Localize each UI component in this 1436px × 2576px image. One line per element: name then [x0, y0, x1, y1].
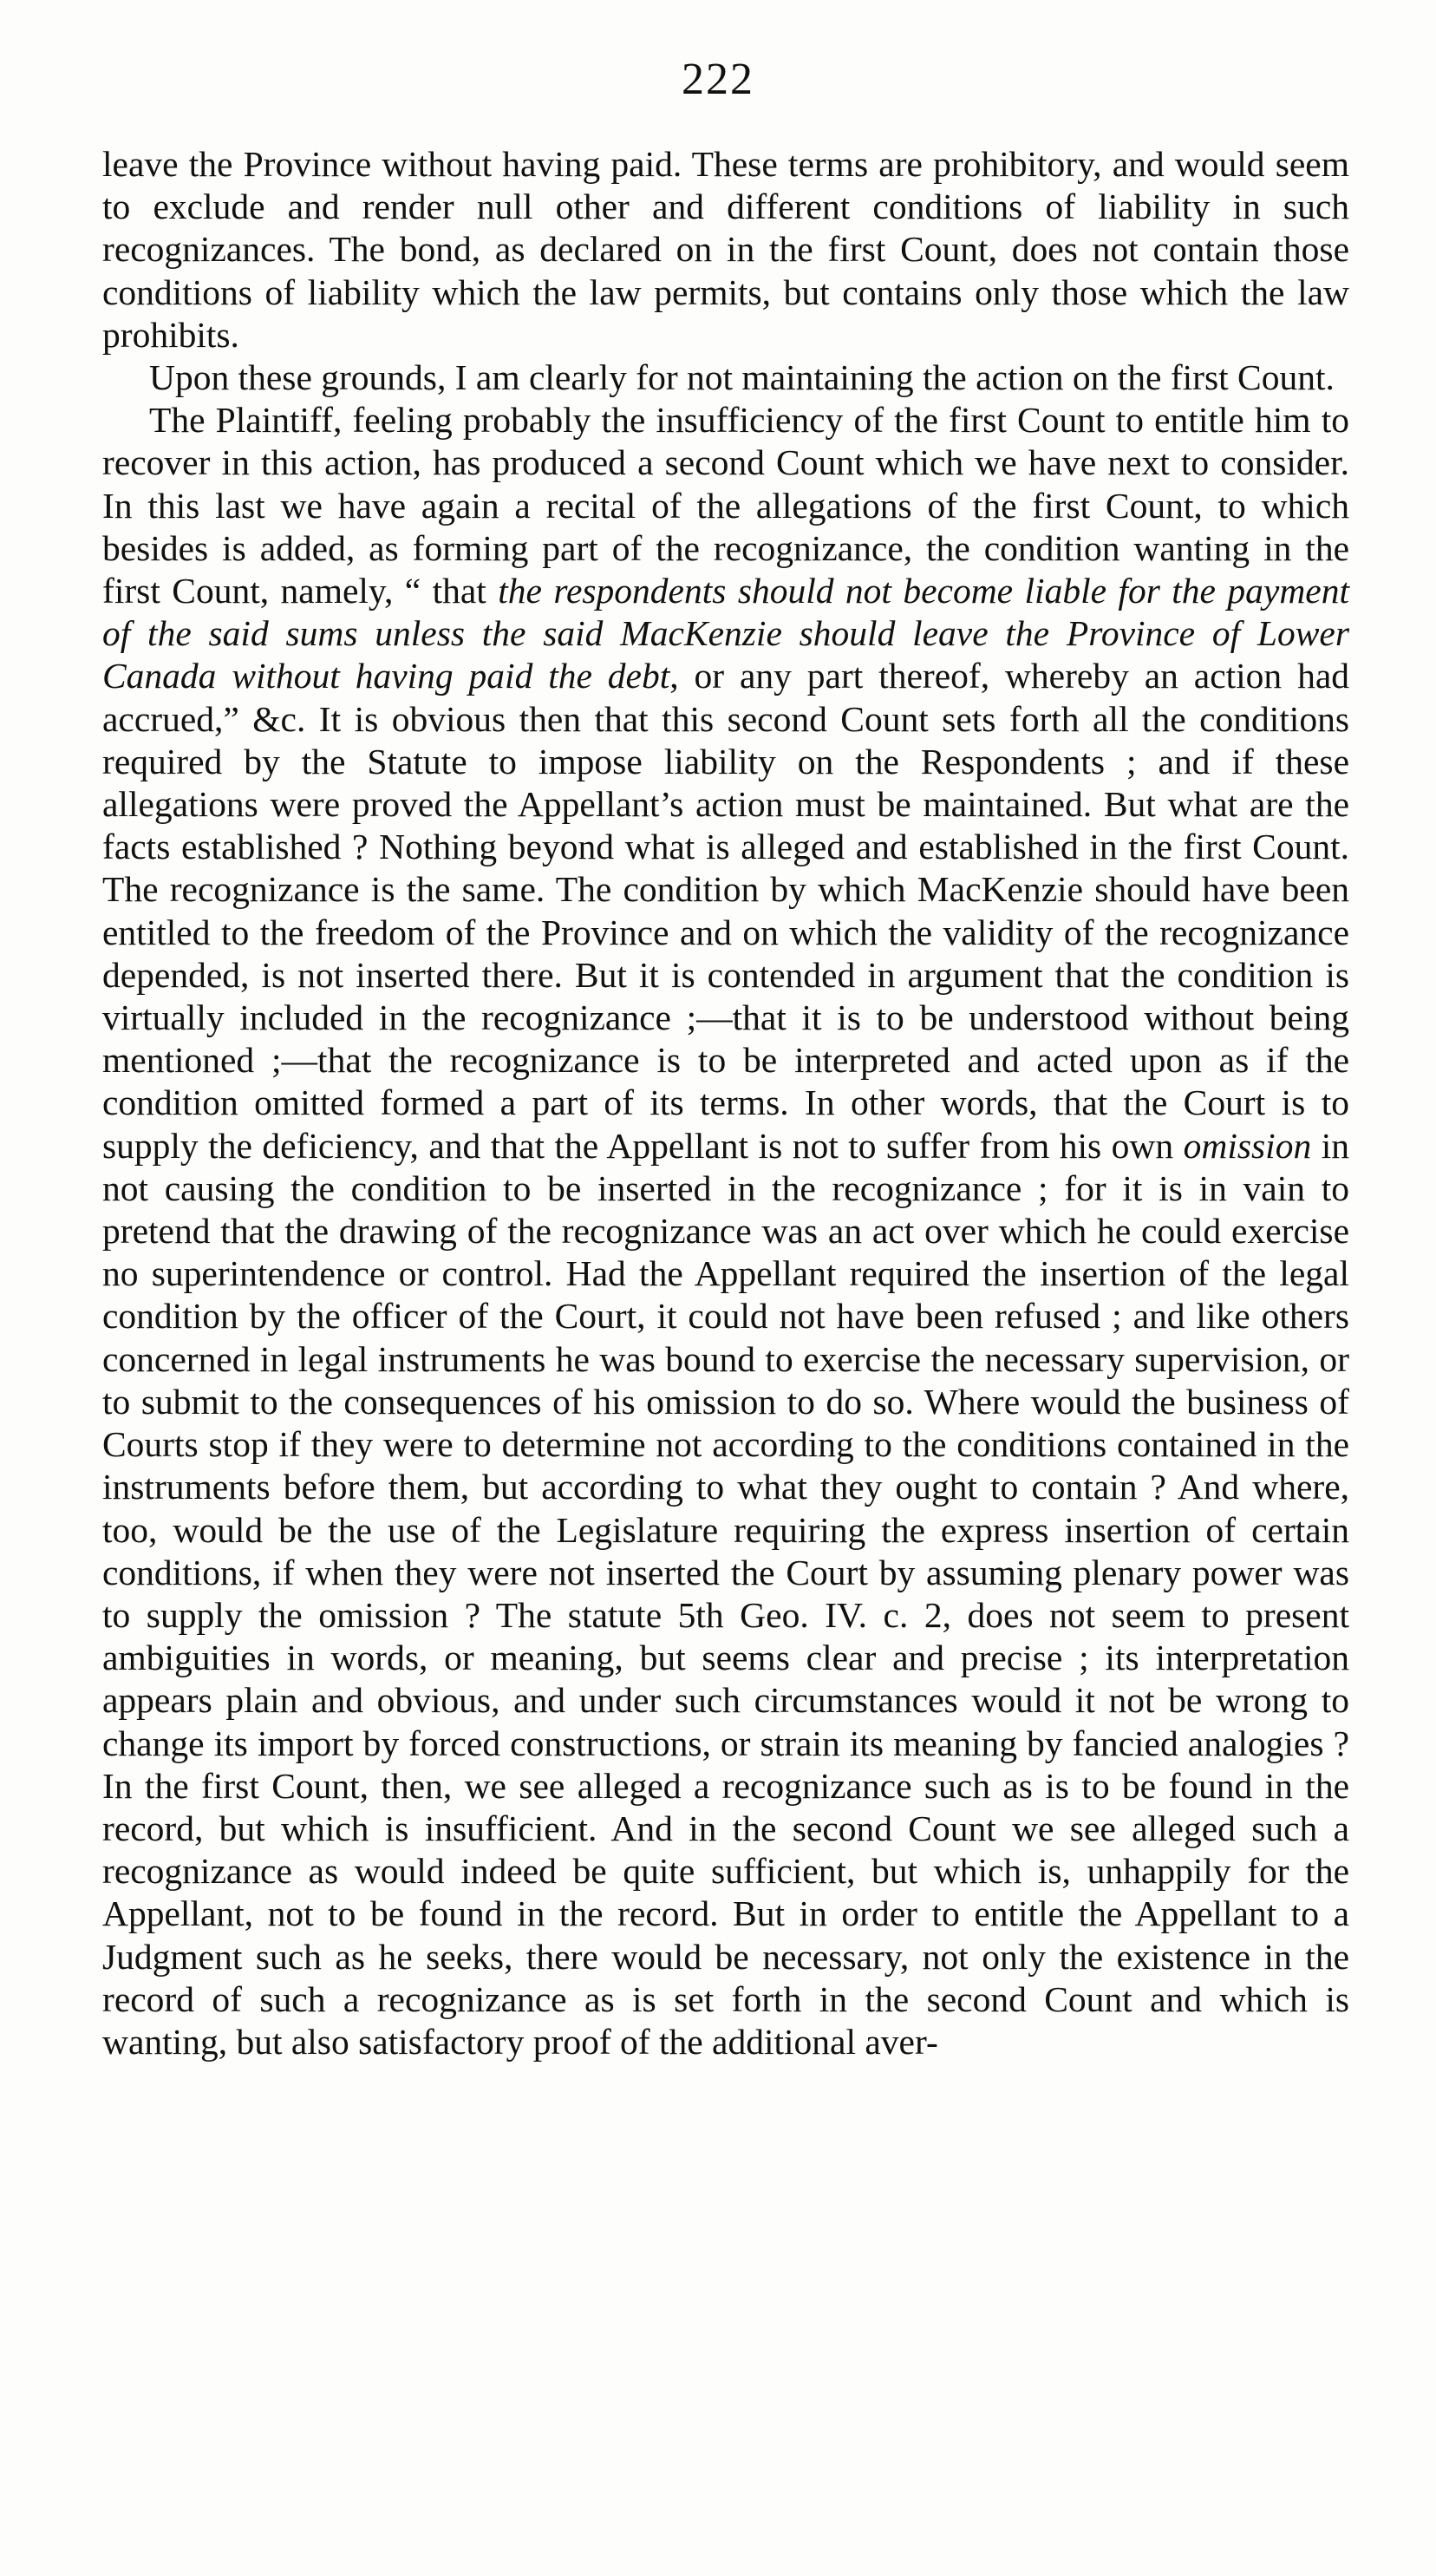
italic-quotation: the respondents should not become liable for the payment of the said sums unless the said MacKenzie should leave the Province of Lower Canada without having paid the debt — [102, 571, 1349, 696]
paragraph-continuation: leave the Province without having paid. These terms are prohibitory, and would seem to exclude and render null other and different conditions of liability in such recognizances. The bond, as declared on in the first Count, does not contain those conditions of liability which the law permits, but contains only those which the law prohibits. — [102, 144, 1349, 355]
italic-word-omission: omission — [1183, 1125, 1312, 1166]
body-text — [102, 143, 1349, 2063]
text-run: in not causing the condition to be inserted in the recognizance ; for it is in vain to pretend that the drawing of the recognizance was an act over which he could exercise no superintendence or control. Had the Appellant required the insertion of the legal condition by the officer of the Court, it could not have been refused ; and like others concerned in legal instruments he was bound to exercise the necessary supervision, or to submit to the consequences of his omission to do so. Where would the business of Courts stop if they were to determine not according to the conditions contained in the instruments before them, but according to what they ought to contain ? And where, too, would be the use of the Legislature requiring the express insertion of certain conditions, if when they were not inserted the Court by assuming plenary power was to supply the omission ? The statute 5th Geo. IV. c. 2, does not seem to present ambiguities in words, or meaning, but seems clear and precise ; its interpretation appears plain and obvious, and under such circumstances would it not be wrong to change its import by forced constructions, or strain its meaning by fancied analogies ? In the first Count, then, we see alleged a recognizance such as is to be found in the record, but which is insufficient. And in the second Count we see alleged such a recognizance as would indeed be quite sufficient, but which is, unhappily for the Appellant, not to be found in the record. But in order to entitle the Appellant to a Judgment such as he seeks, there would be necessary, not only the existence in the record of such a recognizance as is set forth in the second Count and which is wanting, but also satisfactory proof of the additional aver- — [102, 1125, 1349, 2062]
text-run: The Plaintiff, feeling probably the insufficiency of the first Count to entitle him to recover in this action, has produced a second Count which we have next to consider. In this last we have again a recital of the allegations of the first Count, to which besides is added, as forming part of the recognizance, the condition wanting in the first Count, namely, “ that — [102, 400, 1349, 611]
text-run: , or any part thereof, whereby an action had accrued,” &c. It is obvious then that this second Count sets forth all the conditions required by the Statute to impose liability on the Respondents ; and if these allegations were proved the Appellant’s action must be maintained. But what are the facts established ? Nothing beyond what is alleged and established in the first Count. The recognizance is the same. The condition by which MacKenzie should have been entitled to the freedom of the Province and on which the validity of the recognizance depended, is not inserted there. But it is contended in argument that the condition is virtually included in the recognizance ;—that it is to be understood without being mentioned ;—that the recognizance is to be interpreted and acted upon as if the condition omitted formed a part of its terms. In other words, that the Court is to supply the deficiency, and that the Appellant is not to suffer from his own — [102, 656, 1349, 1166]
paragraph-second-count — [102, 399, 1349, 2063]
page-number: 222 — [682, 55, 754, 104]
paragraph-grounds: Upon these grounds, I am clearly for not maintaining the action on the first Count. — [149, 357, 1335, 398]
